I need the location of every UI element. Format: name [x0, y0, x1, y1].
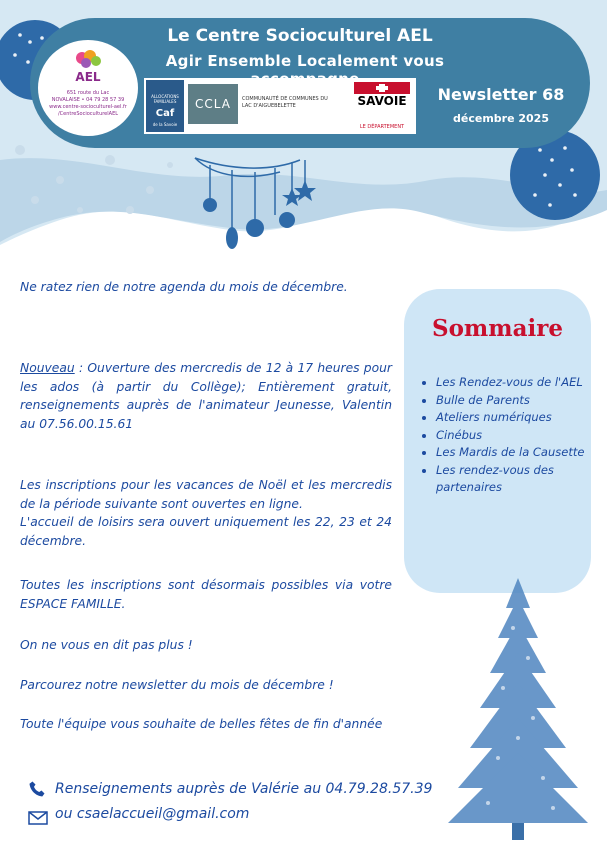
ael-logo-phone: NOVALAISE • 04 79 28 57 39 [51, 97, 125, 103]
caf-sub: de la Savoie [152, 122, 178, 127]
contact-email-line: ou csaelaccueil@gmail.com [55, 806, 250, 822]
sommaire-item: • Ateliers numériques [436, 409, 602, 427]
contact-phone-line: Renseignements auprès de Valérie au 04.79.28.57.39 [55, 781, 433, 797]
sommaire-box [404, 289, 591, 593]
ccla-line2: LAC D'AIGUEBELETTE [242, 103, 296, 109]
savoie-name: SAVOIE [357, 94, 407, 108]
ael-logo-web: www.centre-socioculturel-ael.fr [49, 104, 127, 110]
ael-logo [38, 40, 138, 136]
caf-line1: ALLOCATIONS [151, 94, 179, 99]
sommaire-item: • Les Rendez-vous de l'AEL [436, 374, 602, 392]
newsletter-number: Newsletter 68 [437, 85, 565, 104]
ael-logo-name: AEL [75, 70, 101, 84]
caf-line2: FAMILIALES [153, 99, 177, 104]
ccla-line1: COMMUNAUTÉ DE COMMUNES DU [242, 96, 328, 102]
sommaire-item: • Les rendez-vous des partenaires [436, 462, 602, 497]
phone-icon [28, 780, 46, 798]
nouveau-paragraph [20, 359, 392, 433]
plus-text: On ne vous en dit pas plus ! [20, 638, 193, 652]
caf-logo [146, 80, 184, 132]
espace-famille-text: Toutes les inscriptions sont désormais possibles via votre ESPACE FAMILLE. [20, 578, 392, 611]
inscriptions-text: Les inscriptions pour les vacances de Noël et les mercredis de la période suivante sont ouvertes en ligne. [20, 478, 392, 511]
ccla-text [242, 96, 352, 110]
nouveau-text: : Ouverture des mercredis de 12 à 17 heures pour les ados (à partir du Collège); Entièrement gratuit, renseignements auprès de l'animateur Jeunesse, Valentin au 07.56.00.15.61 [20, 361, 392, 431]
email-icon [28, 811, 48, 825]
header-title: Le Centre Socioculturel AEL [167, 26, 433, 46]
savoie-departement: LE DÉPARTEMENT [359, 124, 405, 130]
savoie-cross-icon [354, 82, 410, 94]
ael-logo-flower-icon [72, 48, 104, 70]
sommaire-item: • Les Mardis de la Causette [436, 444, 602, 462]
equipe-text: Toute l'équipe vous souhaite de belles fêtes de fin d'année [20, 717, 383, 731]
nouveau-label: Nouveau [20, 361, 75, 375]
ael-logo-facebook: /CentreSocioculturelAEL [57, 111, 119, 117]
sommaire-list [422, 374, 602, 497]
partner-logos [144, 78, 416, 134]
header-subtitle: Agir Ensemble Localement vous [165, 52, 445, 70]
sommaire-item: • Cinébus [436, 427, 602, 445]
parcourez-text: Parcourez notre newsletter du mois de décembre ! [20, 678, 334, 692]
sommaire-title: Sommaire [431, 315, 563, 342]
sommaire-item: • Bulle de Parents [436, 392, 602, 410]
newsletter-date: décembre 2025 [453, 112, 549, 125]
ael-logo-address: 651 route du Lac [66, 90, 110, 96]
savoie-logo [348, 78, 414, 134]
caf-name: Caf [155, 108, 175, 119]
accueil-text: L'accueil de loisirs sera ouvert uniquement les 22, 23 et 24 décembre. [20, 515, 392, 548]
ccla-logo: CCLA [188, 84, 238, 124]
christmas-tree-icon [438, 578, 598, 840]
intro-text: Ne ratez rien de notre agenda du mois de décembre. [20, 280, 348, 294]
